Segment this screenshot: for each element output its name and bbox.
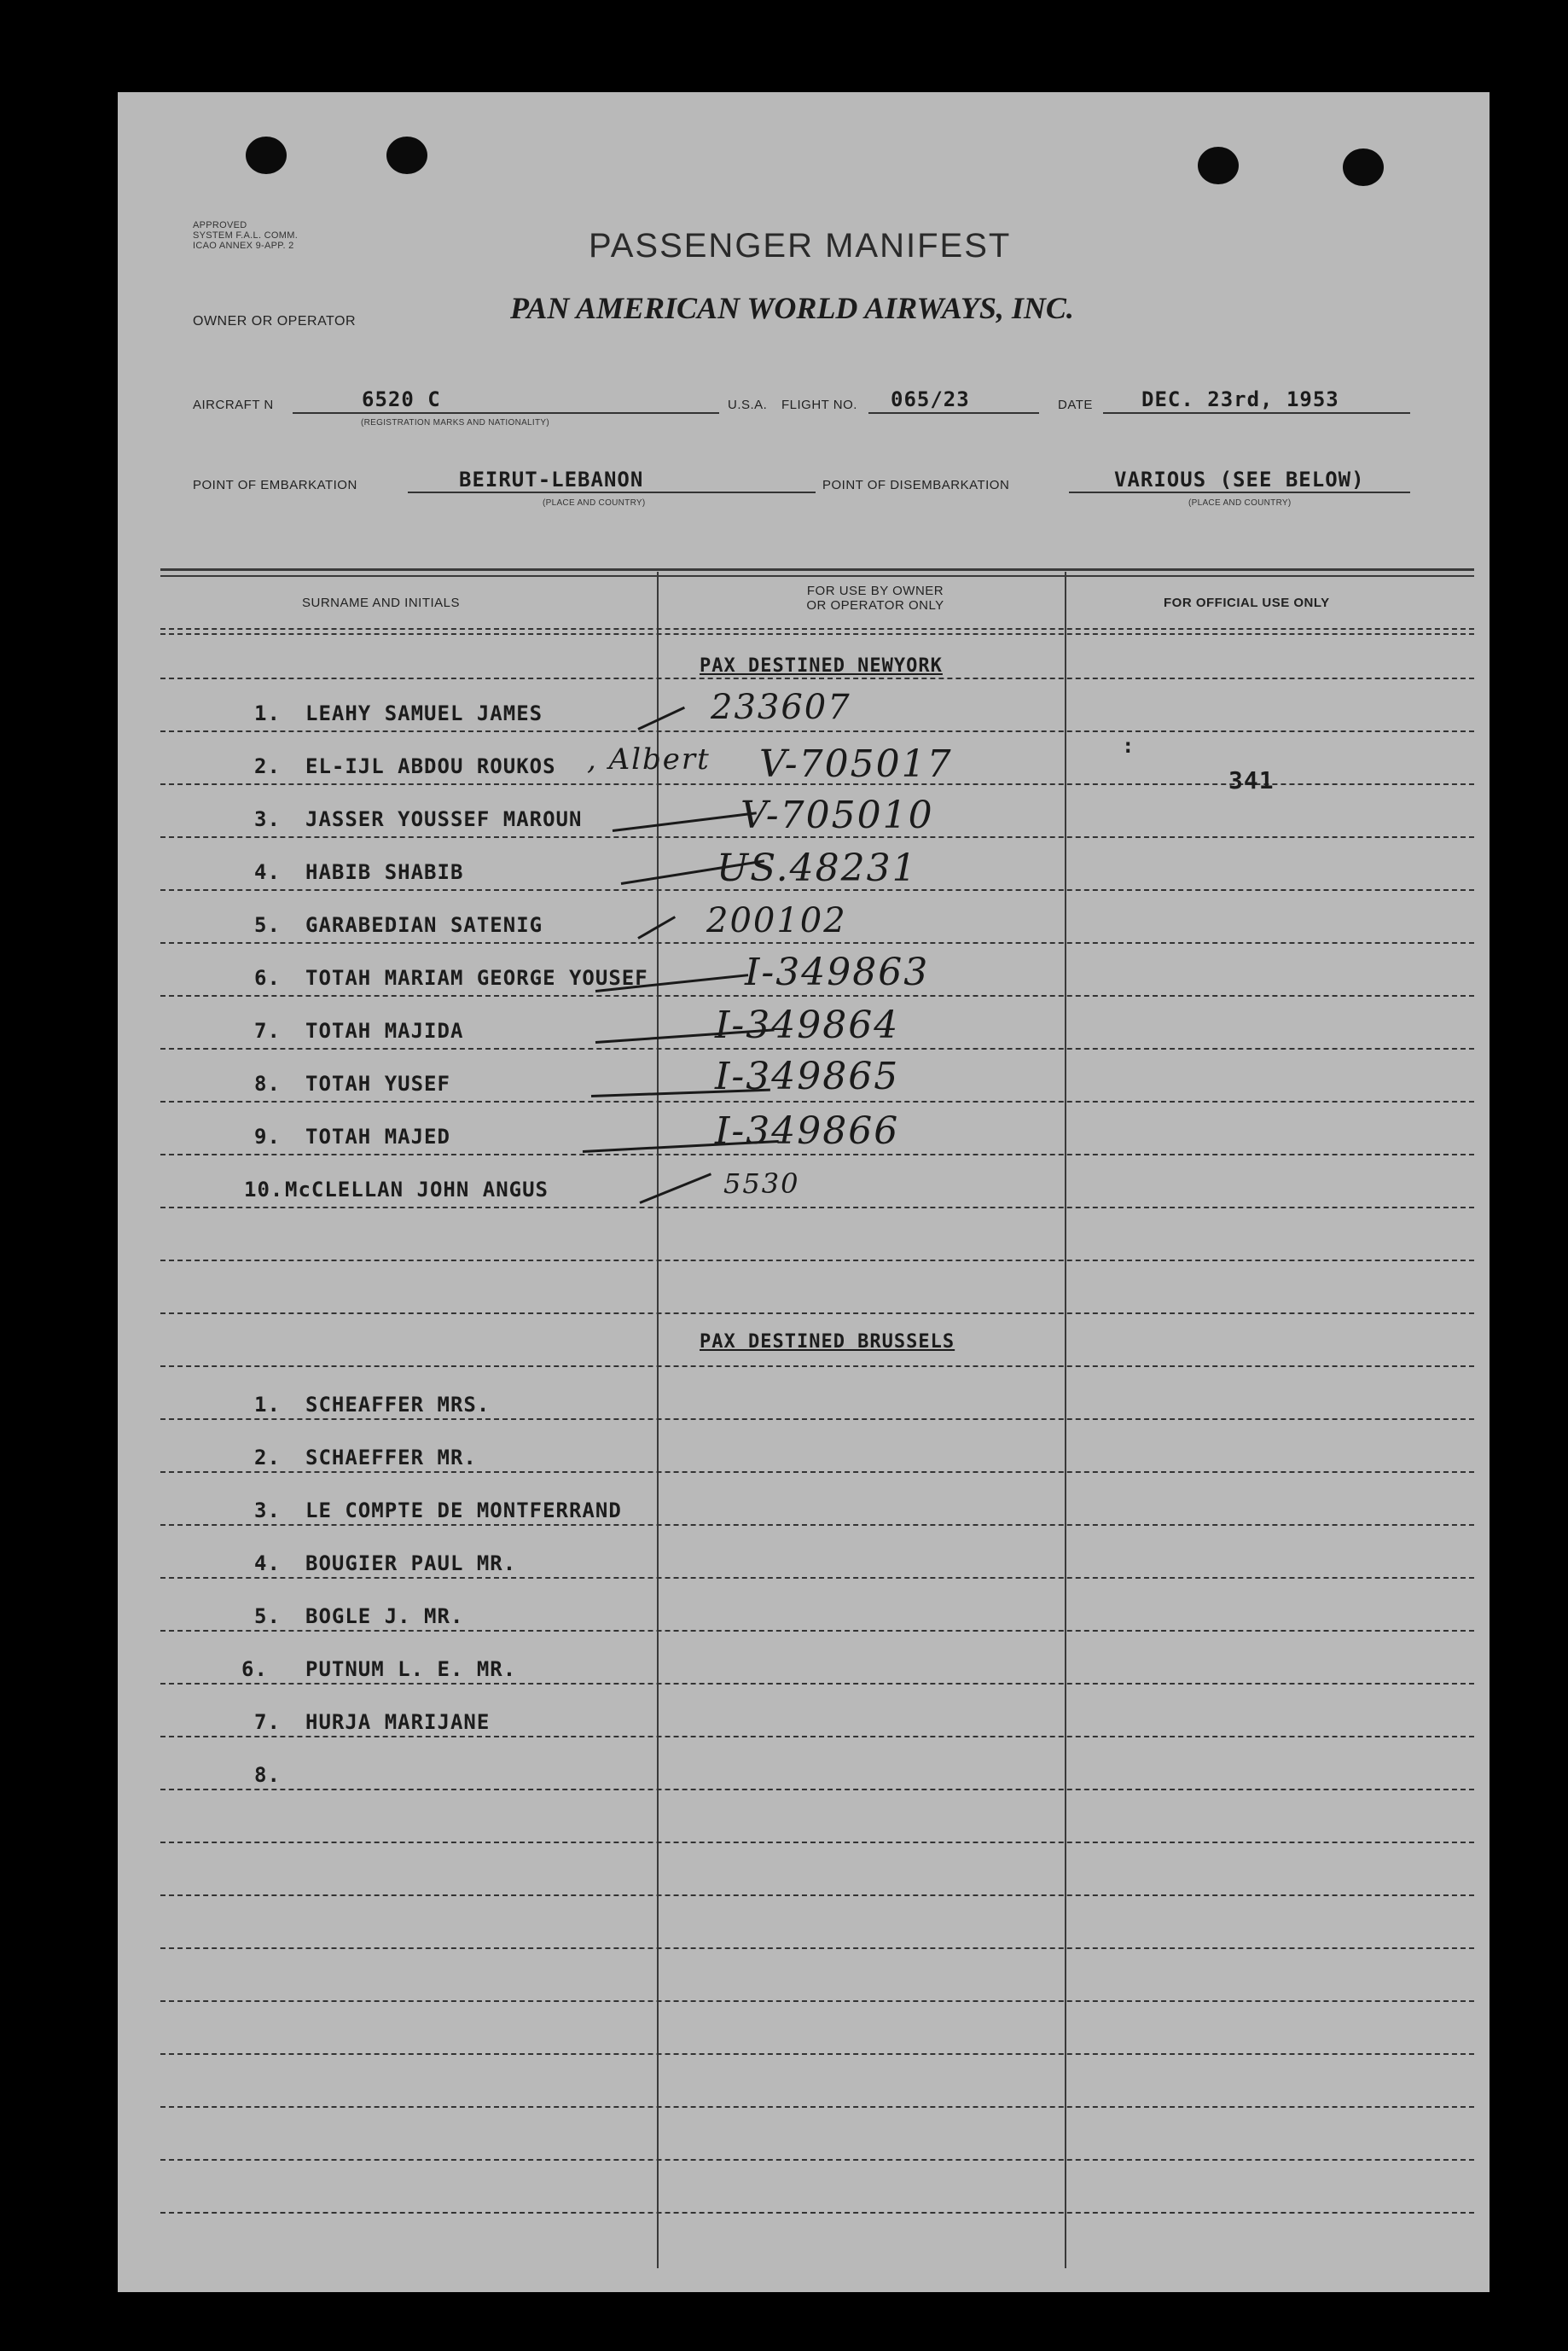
- passenger-row: [254, 913, 543, 937]
- header-rule: [160, 633, 1474, 635]
- passenger-row: [254, 1763, 281, 1787]
- passenger-number: 5.: [254, 1604, 281, 1628]
- passenger-row: [244, 1178, 549, 1202]
- passenger-row: [254, 1498, 622, 1522]
- approval-block: [193, 220, 298, 251]
- row-rule: [160, 1524, 1474, 1526]
- passenger-number: 5.: [254, 913, 281, 937]
- passenger-row: [254, 966, 648, 990]
- row-rule: [160, 942, 1474, 944]
- column-divider: [1065, 572, 1066, 2268]
- company-name: PAN AMERICAN WORLD AIRWAYS, INC.: [510, 291, 1074, 325]
- passenger-name: EL-IJL ABDOU ROUKOS: [305, 754, 556, 778]
- passenger-name: TOTAH MAJIDA: [305, 1019, 464, 1043]
- passenger-name: McCLELLAN JOHN ANGUS: [285, 1178, 549, 1202]
- flight-value: 065/23: [891, 387, 970, 411]
- passenger-number: 4.: [254, 860, 281, 884]
- aircraft-value: 6520 C: [362, 387, 441, 411]
- row-rule: [160, 678, 1474, 679]
- handwritten-document-number: I-349864: [715, 1004, 900, 1047]
- punch-hole: [246, 137, 287, 174]
- passenger-row: [254, 1446, 477, 1469]
- row-rule: [160, 1101, 1474, 1103]
- owner-label: OWNER OR OPERATOR: [193, 314, 357, 329]
- row-rule: [160, 1736, 1474, 1737]
- passenger-row: [254, 1125, 450, 1149]
- passenger-number: 8.: [254, 1763, 281, 1787]
- table-top-rule: [160, 575, 1474, 577]
- handwritten-document-number: US.48231: [717, 847, 918, 890]
- row-rule: [160, 995, 1474, 997]
- passenger-name: PUTNUM L. E. MR.: [305, 1657, 517, 1681]
- page-title: PASSENGER MANIFEST: [589, 227, 1012, 265]
- embarkation-label: POINT OF EMBARKATION: [193, 478, 357, 492]
- passenger-number: 2.: [254, 754, 281, 778]
- official-colon: :: [1122, 734, 1135, 758]
- header-rule: [160, 628, 1474, 630]
- section-heading-newyork: PAX DESTINED NEWYORK: [700, 655, 943, 677]
- section-heading-brussels: PAX DESTINED BRUSSELS: [700, 1331, 955, 1353]
- date-value: DEC. 23rd, 1953: [1141, 387, 1339, 411]
- embarkation-underline: [408, 492, 816, 493]
- handwritten-stroke: [639, 1173, 711, 1203]
- row-rule: [160, 1894, 1474, 1896]
- passenger-row: [254, 1072, 450, 1096]
- row-rule: [160, 1471, 1474, 1473]
- passenger-name: LEAHY SAMUEL JAMES: [305, 701, 543, 725]
- passenger-number: 7.: [254, 1710, 281, 1734]
- passenger-name: SCHEAFFER MRS.: [305, 1393, 491, 1417]
- row-rule: [160, 730, 1474, 732]
- approval-line: APPROVED: [193, 220, 247, 230]
- approval-line: SYSTEM F.A.L. COMM.: [193, 230, 299, 241]
- passenger-row: [254, 860, 464, 884]
- passenger-name: BOGLE J. MR.: [305, 1604, 464, 1628]
- row-rule: [160, 1947, 1474, 1949]
- handwritten-document-number: 200102: [706, 901, 847, 940]
- passenger-name: TOTAH MARIAM GEORGE YOUSEF: [305, 966, 648, 990]
- passenger-name: JASSER YOUSSEF MAROUN: [305, 807, 583, 831]
- row-rule: [160, 1630, 1474, 1632]
- passenger-name: GARABEDIAN SATENIG: [305, 913, 543, 937]
- disembarkation-label: POINT OF DISEMBARKATION: [822, 478, 1010, 492]
- passenger-number: 1.: [254, 701, 281, 725]
- passenger-row: [254, 1604, 464, 1628]
- registration-note: (REGISTRATION MARKS AND NATIONALITY): [361, 418, 550, 428]
- official-number: 341: [1228, 766, 1275, 794]
- manifest-sheet: [118, 92, 1490, 2292]
- approval-line: ICAO ANNEX 9-APP. 2: [193, 241, 294, 251]
- row-rule: [160, 1683, 1474, 1685]
- passenger-row: [254, 1019, 464, 1043]
- handwritten-stroke: [613, 812, 757, 832]
- place-note: (PLACE AND COUNTRY): [1188, 498, 1292, 508]
- handwritten-document-number: I-349863: [745, 951, 930, 994]
- passenger-row: [254, 754, 556, 778]
- handwritten-document-number: I-349865: [715, 1055, 900, 1098]
- row-rule: [160, 2000, 1474, 2002]
- table-top-rule: [160, 568, 1474, 571]
- handwritten-document-number: I-349866: [715, 1109, 900, 1153]
- passenger-name: TOTAH YUSEF: [305, 1072, 450, 1096]
- handwritten-document-number: V-705010: [740, 794, 934, 837]
- row-rule: [160, 1789, 1474, 1790]
- column-owner-use-line: FOR USE BY OWNER: [806, 584, 944, 598]
- column-surname: SURNAME AND INITIALS: [302, 596, 461, 610]
- passenger-name: BOUGIER PAUL MR.: [305, 1551, 517, 1575]
- passenger-name: HABIB SHABIB: [305, 860, 464, 884]
- flight-underline: [868, 412, 1039, 414]
- passenger-number: 3.: [254, 1498, 281, 1522]
- row-rule: [160, 1048, 1474, 1050]
- column-owner-use: [764, 584, 986, 613]
- passenger-row: [254, 701, 543, 725]
- punch-hole: [1198, 147, 1239, 184]
- passenger-row: [254, 807, 583, 831]
- passenger-row: [241, 1657, 517, 1681]
- row-rule: [160, 1842, 1474, 1843]
- passenger-name: LE COMPTE DE MONTFERRAND: [305, 1498, 622, 1522]
- row-rule: [160, 1312, 1474, 1314]
- passenger-number: 6.: [254, 966, 281, 990]
- passenger-number: 4.: [254, 1551, 281, 1575]
- row-rule: [160, 2053, 1474, 2055]
- passenger-number: 10.: [244, 1178, 284, 1202]
- passenger-number: 8.: [254, 1072, 281, 1096]
- usa-label: U.S.A.: [728, 398, 768, 412]
- column-owner-use-line: OR OPERATOR ONLY: [806, 598, 944, 613]
- column-official: FOR OFFICIAL USE ONLY: [1164, 596, 1330, 610]
- punch-hole: [1343, 148, 1384, 186]
- row-rule: [160, 1418, 1474, 1420]
- row-rule: [160, 2106, 1474, 2108]
- row-rule: [160, 1207, 1474, 1208]
- aircraft-label: AIRCRAFT N: [193, 398, 274, 412]
- flight-label: FLIGHT NO.: [781, 398, 857, 412]
- row-rule: [160, 1365, 1474, 1367]
- passenger-name: SCHAEFFER MR.: [305, 1446, 477, 1469]
- passenger-row: [254, 1710, 491, 1734]
- row-rule: [160, 2159, 1474, 2161]
- passenger-row: [254, 1551, 517, 1575]
- handwritten-stroke: [637, 707, 685, 730]
- passenger-row: [254, 1393, 491, 1417]
- embarkation-value: BEIRUT-LEBANON: [459, 468, 644, 492]
- row-rule: [160, 1260, 1474, 1261]
- place-note: (PLACE AND COUNTRY): [543, 498, 646, 508]
- date-label: DATE: [1058, 398, 1093, 412]
- passenger-number: 1.: [254, 1393, 281, 1417]
- handwritten-given-name: , Albert: [587, 742, 711, 777]
- handwritten-document-number: 233607: [711, 688, 851, 727]
- aircraft-underline: [293, 412, 719, 414]
- passenger-number: 3.: [254, 807, 281, 831]
- handwritten-document-number: 5530: [723, 1167, 800, 1200]
- handwritten-document-number: V-705017: [759, 742, 953, 786]
- row-rule: [160, 2212, 1474, 2214]
- passenger-number: 6.: [241, 1657, 268, 1681]
- passenger-number: 9.: [254, 1125, 281, 1149]
- passenger-name: HURJA MARIJANE: [305, 1710, 491, 1734]
- disembarkation-underline: [1069, 492, 1410, 493]
- passenger-number: 2.: [254, 1446, 281, 1469]
- disembarkation-value: VARIOUS (SEE BELOW): [1114, 468, 1365, 492]
- passenger-name: TOTAH MAJED: [305, 1125, 450, 1149]
- date-underline: [1103, 412, 1410, 414]
- passenger-number: 7.: [254, 1019, 281, 1043]
- punch-hole: [386, 137, 427, 174]
- row-rule: [160, 1154, 1474, 1155]
- row-rule: [160, 1577, 1474, 1579]
